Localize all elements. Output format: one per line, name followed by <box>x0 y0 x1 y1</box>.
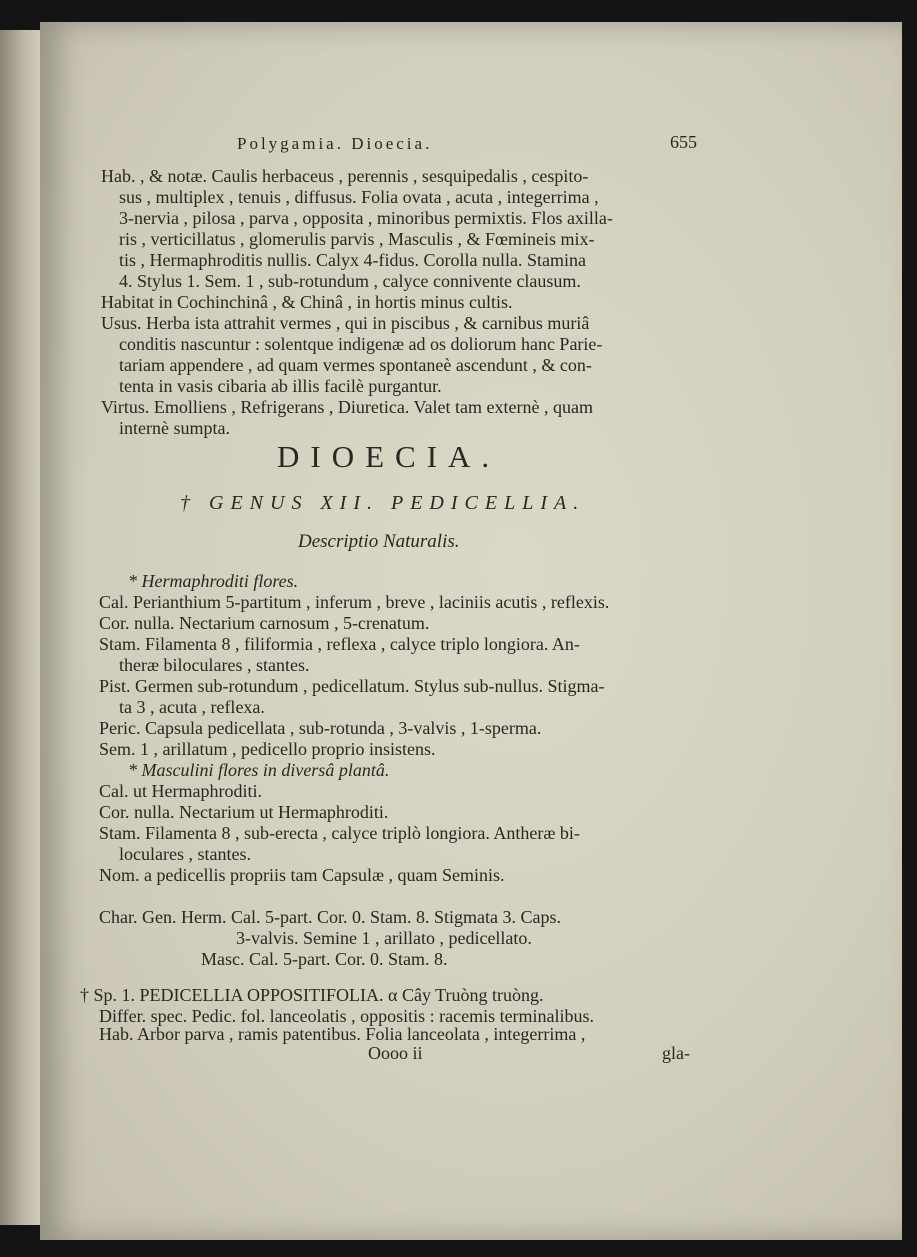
text-line: sus , multiplex , tenuis , diffusus. Folia ovata , acuta , integerrima , <box>119 187 599 207</box>
subheading: * Hermaphroditi flores. <box>128 571 299 591</box>
text-line: Nom. a pedicellis propriis tam Capsulæ , quam Seminis. <box>99 865 505 885</box>
text-line: tenta in vasis cibaria ab illis facilè purgantur. <box>119 376 442 396</box>
text-line: Cal. ut Hermaphroditi. <box>99 781 262 801</box>
signature-mark: Oooo ii <box>368 1043 423 1063</box>
text-line: Hab. Arbor parva , ramis patentibus. Folia lanceolata , integerrima , <box>99 1024 586 1044</box>
text-line: Hab. , & notæ. Caulis herbaceus , perennis , sesquipedalis , cespito- <box>101 166 589 186</box>
text-line: Cor. nulla. Nectarium ut Hermaphroditi. <box>99 802 389 822</box>
section-title: DIOECIA. <box>277 439 501 474</box>
text-line: theræ biloculares , stantes. <box>119 655 310 675</box>
running-title: Polygamia. Dioecia. <box>237 134 433 153</box>
text-line: Stam. Filamenta 8 , sub-erecta , calyce triplò longiora. Antheræ bi- <box>99 823 580 843</box>
text-line: tariam appendere , ad quam vermes spontaneè ascendunt , & con- <box>119 355 592 375</box>
text-line: conditis nascuntur : solentque indigenæ ad os doliorum hanc Parie- <box>119 334 603 354</box>
genus-title: † GENUS XII. PEDICELLIA. <box>180 492 586 514</box>
left-page-edge <box>0 30 40 1225</box>
text-line: ta 3 , acuta , reflexa. <box>119 697 265 717</box>
description-heading: Descriptio Naturalis. <box>298 531 460 552</box>
catchword: gla- <box>662 1043 690 1063</box>
text-line: Pist. Germen sub-rotundum , pedicellatum. Stylus sub-nullus. Stigma- <box>99 676 605 696</box>
page-number: 655 <box>670 132 697 152</box>
text-line: Habitat in Cochinchinâ , & Chinâ , in hortis minus cultis. <box>101 292 513 312</box>
text-line: † Sp. 1. PEDICELLIA OPPOSITIFOLIA. α Cây Truòng truòng. <box>80 985 544 1005</box>
text-line: 4. Stylus 1. Sem. 1 , sub-rotundum , calyce connivente clausum. <box>119 271 581 291</box>
text-line: Char. Gen. Herm. Cal. 5-part. Cor. 0. Stam. 8. Stigmata 3. Caps. <box>99 907 561 927</box>
text-line: Peric. Capsula pedicellata , sub-rotunda , 3-valvis , 1-sperma. <box>99 718 542 738</box>
text-line: Sem. 1 , arillatum , pedicello proprio insistens. <box>99 739 436 759</box>
subheading: * Masculini flores in diversâ plantâ. <box>128 760 390 780</box>
book-page <box>40 22 902 1240</box>
text-line: internè sumpta. <box>119 418 230 438</box>
text-line: Stam. Filamenta 8 , filiformia , reflexa , calyce triplo longiora. An- <box>99 634 580 654</box>
text-line: loculares , stantes. <box>119 844 251 864</box>
text-line: Usus. Herba ista attrahit vermes , qui in piscibus , & carnibus muriâ <box>101 313 590 333</box>
text-line: Cor. nulla. Nectarium carnosum , 5-crenatum. <box>99 613 430 633</box>
text-line: Masc. Cal. 5-part. Cor. 0. Stam. 8. <box>201 949 448 969</box>
text-line: ris , verticillatus , glomerulis parvis , Masculis , & Fœmineis mix- <box>119 229 595 249</box>
text-line: tis , Hermaphroditis nullis. Calyx 4-fidus. Corolla nulla. Stamina <box>119 250 586 270</box>
text-line: Cal. Perianthium 5-partitum , inferum , breve , laciniis acutis , reflexis. <box>99 592 610 612</box>
text-line: Differ. spec. Pedic. fol. lanceolatis , oppositis : racemis terminalibus. <box>99 1006 595 1026</box>
text-line: 3-valvis. Semine 1 , arillato , pedicellato. <box>236 928 532 948</box>
text-line: Virtus. Emolliens , Refrigerans , Diuretica. Valet tam externè , quam <box>101 397 593 417</box>
text-line: 3-nervia , pilosa , parva , opposita , minoribus permixtis. Flos axilla- <box>119 208 613 228</box>
